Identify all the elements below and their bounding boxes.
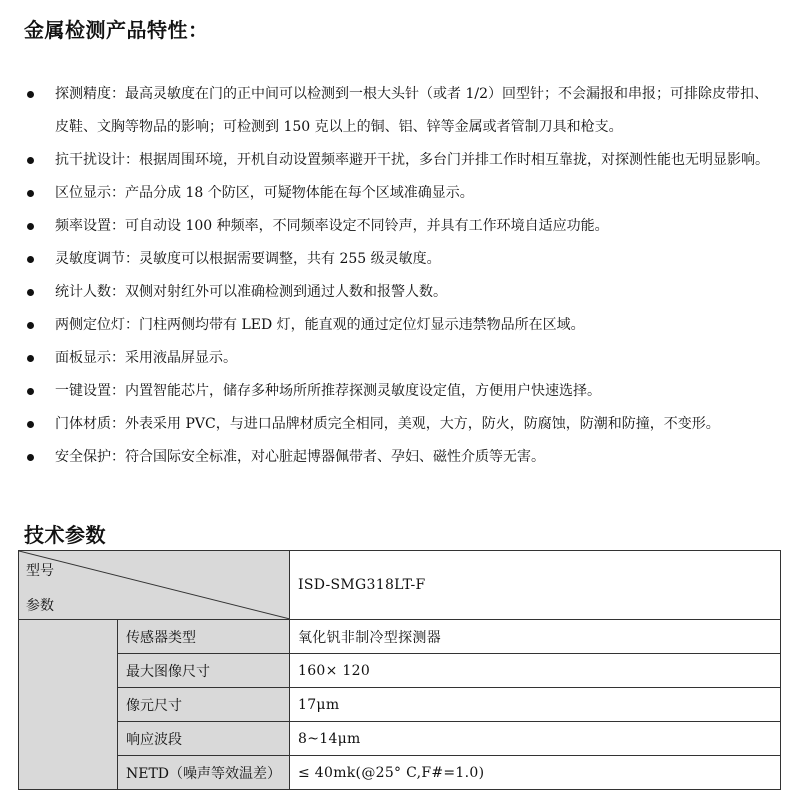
bullet-dot-icon	[27, 355, 34, 362]
list-item: 频率设置：可自动设 100 种频率，不同频率设定不同铃声，并具有工作环境自适应功能。	[0, 210, 800, 243]
param-label: 最大图像尺寸	[118, 654, 290, 688]
diagonal-line	[19, 551, 290, 619]
param-label: 响应波段	[118, 722, 290, 756]
list-item: 探测精度：最高灵敏度在门的正中间可以检测到一根大头针（或者 1/2）回型针；不会漏报和串报；可排除皮带扣、皮鞋、文胸等物品的影响；可检测到 150 克以上的铜、铝、锌等金属或者管制刀具和枪支。	[0, 78, 800, 144]
table-row	[19, 756, 781, 790]
bullet-dot-icon	[27, 190, 34, 197]
features-heading: 金属检测产品特性：	[24, 18, 209, 42]
param-label: NETD（噪声等效温差）	[118, 756, 290, 790]
param-value: 8~14μm	[290, 722, 781, 756]
bullet-dot-icon	[27, 454, 34, 461]
table-row	[19, 654, 781, 688]
category-cell	[19, 620, 118, 790]
param-value: ≤ 40mk(@25° C,F#=1.0)	[290, 756, 781, 790]
model-value: ISD-SMG318LT-F	[290, 551, 781, 620]
bullet-dot-icon	[27, 91, 34, 98]
list-item: 门体材质：外表采用 PVC，与进口品牌材质完全相同，美观，大方，防火，防腐蚀，防潮和防撞，不变形。	[0, 408, 800, 441]
param-value: 氧化钒非制冷型探测器	[290, 620, 781, 654]
list-item: 灵敏度调节：灵敏度可以根据需要调整，共有 255 级灵敏度。	[0, 243, 800, 276]
bullet-dot-icon	[27, 256, 34, 263]
param-header-label: 参数	[26, 598, 54, 614]
specs-heading: 技术参数	[24, 523, 106, 547]
param-label: 像元尺寸	[118, 688, 290, 722]
bullet-dot-icon	[27, 157, 34, 164]
list-item: 区位显示：产品分成 18 个防区，可疑物体能在每个区域准确显示。	[0, 177, 800, 210]
table-row	[19, 688, 781, 722]
bullet-dot-icon	[27, 421, 34, 428]
list-item: 抗干扰设计：根据周围环境，开机自动设置频率避开干扰，多台门并排工作时相互靠拢，对探测性能也无明显影响。	[0, 144, 800, 177]
bullet-dot-icon	[27, 223, 34, 230]
list-item: 面板显示：采用液晶屏显示。	[0, 342, 800, 375]
bullet-dot-icon	[27, 388, 34, 395]
bullet-dot-icon	[27, 289, 34, 296]
feature-list	[0, 78, 800, 474]
table-row	[19, 722, 781, 756]
table-header-diagonal-cell	[19, 551, 290, 620]
param-value: 160× 120	[290, 654, 781, 688]
list-item: 两侧定位灯：门柱两侧均带有 LED 灯，能直观的通过定位灯显示违禁物品所在区域。	[0, 309, 800, 342]
param-label: 传感器类型	[118, 620, 290, 654]
param-value: 17μm	[290, 688, 781, 722]
spec-table	[18, 550, 781, 790]
model-header-label: 型号	[26, 563, 54, 579]
bullet-dot-icon	[27, 322, 34, 329]
list-item: 安全保护：符合国际安全标准，对心脏起博器佩带者、孕妇、磁性介质等无害。	[0, 441, 800, 474]
list-item: 一键设置：内置智能芯片，储存多种场所所推荐探测灵敏度设定值，方便用户快速选择。	[0, 375, 800, 408]
list-item: 统计人数：双侧对射红外可以准确检测到通过人数和报警人数。	[0, 276, 800, 309]
table-row	[19, 620, 781, 654]
